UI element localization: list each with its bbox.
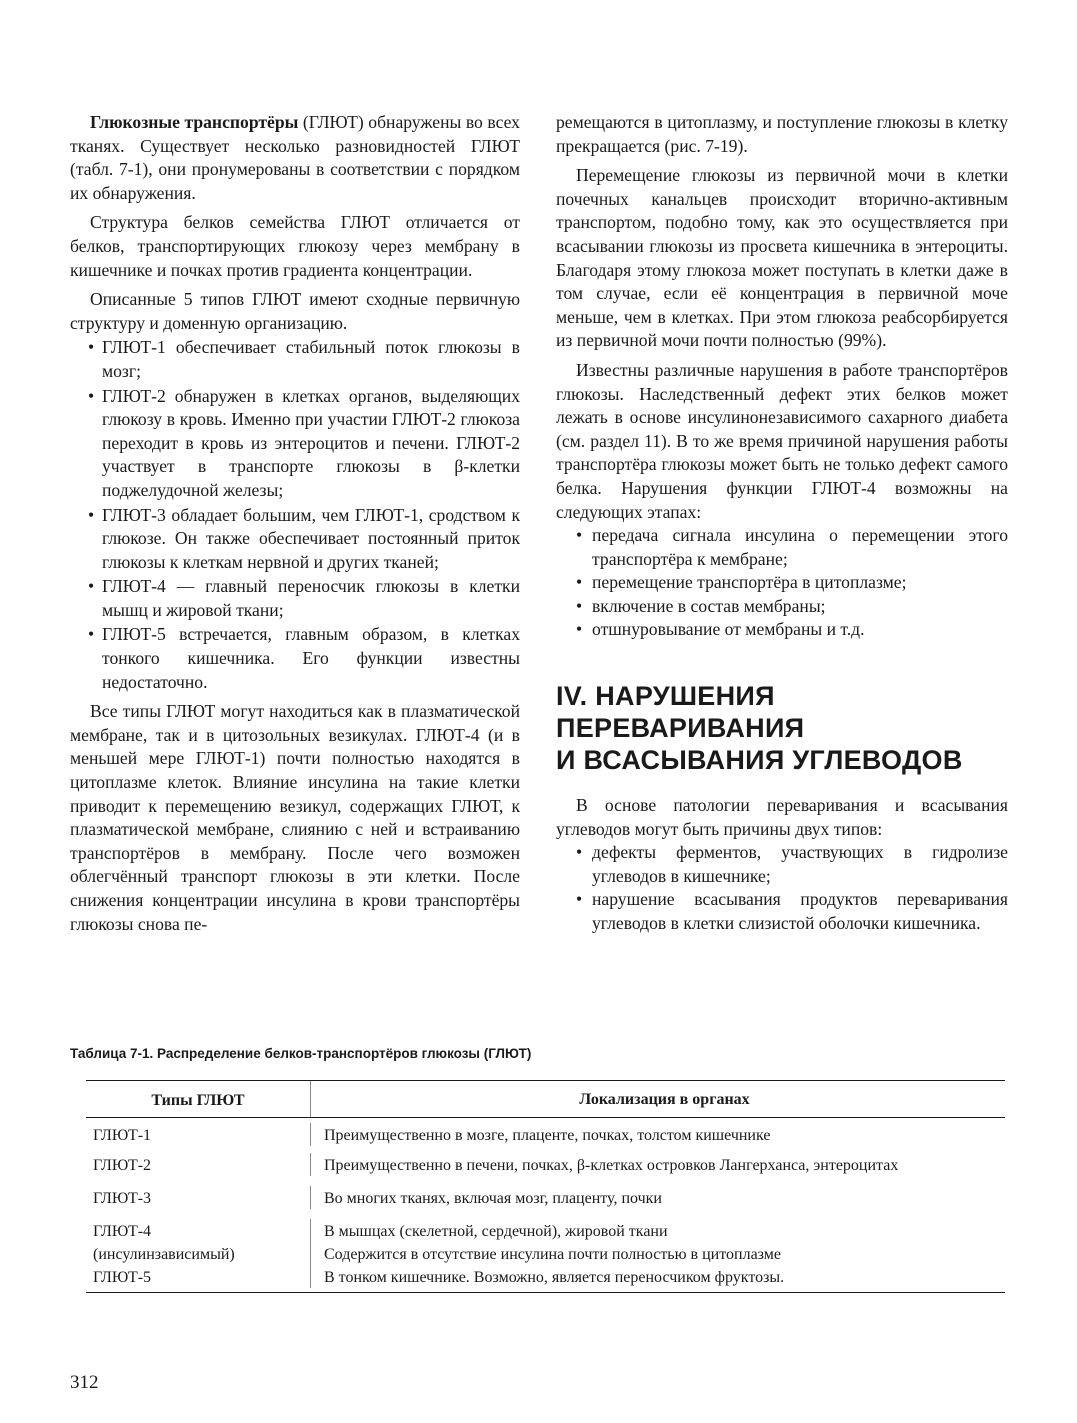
table-cell-type: ГЛЮТ-5: [86, 1265, 311, 1288]
table-row: [86, 1209, 1005, 1242]
glut-types-list: [70, 336, 520, 694]
list-item: • ГЛЮТ-4 — главный переносчик глюкозы в клетки мышц и жировой ткани;: [88, 576, 520, 620]
table-header-cell: Локализация в органах: [579, 1091, 750, 1108]
table-cell-type: ГЛЮТ-1: [86, 1123, 311, 1146]
table-cell-type: ГЛЮТ-3: [86, 1186, 311, 1209]
table-row: [86, 1118, 1005, 1146]
table-header-cell: Типы ГЛЮТ: [86, 1081, 311, 1117]
list-item: • перемещение транспортёра в цитоплазме;: [556, 571, 1008, 595]
bullet-icon: •: [88, 385, 95, 406]
table-caption: Таблица 7-1. Распределение белков-транспортёров глюкозы (ГЛЮТ): [70, 1046, 532, 1061]
paragraph-glut-structure: Структура белков семейства ГЛЮТ отличается от белков, транспортирующих глюкозу через мембрану в кишечнике и почках против градиента концентрации.: [70, 212, 520, 280]
table-cell-location: В мышцах (скелетной, сердечной), жировой ткани: [324, 1223, 668, 1240]
right-column: [556, 111, 1008, 936]
list-item: • дефекты ферментов, участвующих в гидролизе углеводов в кишечнике;: [576, 842, 1008, 886]
bullet-icon: •: [576, 889, 583, 910]
list-item: • ГЛЮТ-3 обладает большим, чем ГЛЮТ-1, сродством к глюкозе. Он также обеспечивает постоянный приток глюкозы к клеткам нервной и других тканей;: [88, 504, 520, 572]
pathology-causes-list: [556, 841, 1008, 935]
bullet-icon: •: [88, 337, 95, 358]
table-cell-location: В тонком кишечнике. Возможно, является переносчиком фруктозы.: [324, 1269, 785, 1286]
list-item: • включение в состав мембраны;: [556, 595, 1008, 619]
paragraph-pathology-intro: В основе патологии переваривания и всасывания углеводов могут быть причины двух типов:: [556, 795, 1008, 839]
table-cell-type: ГЛЮТ-2: [86, 1153, 311, 1176]
bullet-icon: •: [88, 576, 95, 597]
list-item: • ГЛЮТ-1 обеспечивает стабильный поток глюкозы в мозг;: [88, 337, 520, 381]
paragraph-text: (ГЛЮТ) обнаружены во всех тканях. Существует несколько разновидностей ГЛЮТ (табл. 7-1), они пронумерованы в соответствии с порядком их обнаружения.: [70, 112, 520, 203]
page-number: 312: [70, 1372, 99, 1393]
list-item: • ГЛЮТ-2 обнаружен в клетках органов, выделяющих глюкозу в кровь. Именно при участии ГЛЮТ-2 глюкоза переходит в кровь из энтероцитов и печени. ГЛЮТ-2 участвует в транспорте глюкозы в β-клетки поджелудочной железы;: [88, 385, 520, 500]
table-cell-location: Преимущественно в печени, почках, β-клетках островков Лангерханса, энтероцитах: [324, 1157, 899, 1174]
table-cell-location: Преимущественно в мозге, плаценте, почках, толстом кишечнике: [324, 1127, 771, 1144]
paragraph-kidney-reabsorption: Перемещение глюкозы из первичной мочи в клетки почечных канальцев происходит вторично-активным транспортом, подобно тому, как это осуществляется при всасывании глюкозы из просвета кишечника в энтероциты. Благодаря этому глюкоза может поступать в клетки даже в том случае, если её концентрация в первичной моче меньше, чем в клетках. При этом глюкоза реабсорбируется из первичной мочи почти полностью (99%).: [556, 165, 1008, 351]
paragraph-transport-disorders: Известны различные нарушения в работе транспортёров глюкозы. Наследственный дефект этих белков может лежать в основе инсулинонезависимого сахарного диабета (см. раздел 11). В то же время причиной нарушения работы транспортёра глюкозы может быть не только дефект самого белка. Нарушения функции ГЛЮТ-4 возможны на следующих этапах:: [556, 359, 1008, 522]
heading-line: ПЕРЕВАРИВАНИЯ: [556, 713, 805, 744]
table-row: [86, 1146, 1005, 1176]
glut4-disorder-stages-list: [556, 524, 1008, 642]
list-item: • передача сигнала инсулина о перемещении этого транспортёра к мембране;: [576, 525, 1008, 569]
bullet-icon: •: [576, 842, 583, 863]
bullet-icon: •: [576, 595, 583, 616]
bullet-icon: •: [576, 619, 583, 640]
section-heading: [556, 680, 1008, 776]
paragraph-glut-insulin: Все типы ГЛЮТ могут находиться как в плазматической мембране, так и в цитозольных везикулах. ГЛЮТ-4 (и в меньшей мере ГЛЮТ-1) почти полностью находятся в цитоплазме клеток. Влияние инсулина на такие клетки приводит к перемещению везикул, содержащих ГЛЮТ, к плазматической мембране, слиянию с ней и встраиванию транспортёров в мембрану. После чего возможен облегчённый транспорт глюкозы в эти клетки. После снижения концентрации инсулина в крови транспортёры глюкозы снова пе-: [70, 701, 520, 934]
table-row: [86, 1265, 1005, 1292]
bullet-icon: •: [88, 504, 95, 525]
heading-line: И ВСАСЫВАНИЯ УГЛЕВОДОВ: [556, 745, 963, 776]
list-item: • отшнуровывание от мембраны и т.д.: [556, 618, 1008, 642]
glut-distribution-table: [86, 1080, 1005, 1293]
table-cell-type: (инсулинзависимый): [86, 1242, 311, 1265]
list-item: • нарушение всасывания продуктов переваривания углеводов в клетки слизистой оболочки кишечника.: [576, 889, 1008, 934]
left-column: [70, 111, 520, 936]
heading-line: IV. НАРУШЕНИЯ: [556, 681, 775, 712]
bullet-icon: •: [576, 525, 583, 546]
bullet-icon: •: [576, 572, 583, 593]
list-item: • ГЛЮТ-5 встречается, главным образом, в клетках тонкого кишечника. Его функции известны недостаточно.: [88, 624, 520, 692]
table-row: [86, 1242, 1005, 1265]
term-glucose-transporters: Глюкозные транспортёры: [90, 112, 299, 132]
table-row: [86, 1176, 1005, 1209]
table-cell-location: Во многих тканях, включая мозг, плаценту, почки: [324, 1190, 662, 1207]
paragraph-glut-types: Описанные 5 типов ГЛЮТ имеют сходные первичную структуру и доменную организацию.: [70, 289, 520, 333]
bullet-icon: •: [88, 624, 95, 645]
table-header-row: [86, 1081, 1005, 1118]
table-cell-location: Содержится в отсутствие инсулина почти полностью в цитоплазме: [324, 1246, 781, 1263]
paragraph-continuation: ремещаются в цитоплазму, и поступление глюкозы в клетку прекращается (рис. 7-19).: [556, 112, 1008, 156]
table-cell-type: ГЛЮТ-4: [86, 1219, 311, 1242]
paragraph-glut-intro: [70, 111, 520, 205]
